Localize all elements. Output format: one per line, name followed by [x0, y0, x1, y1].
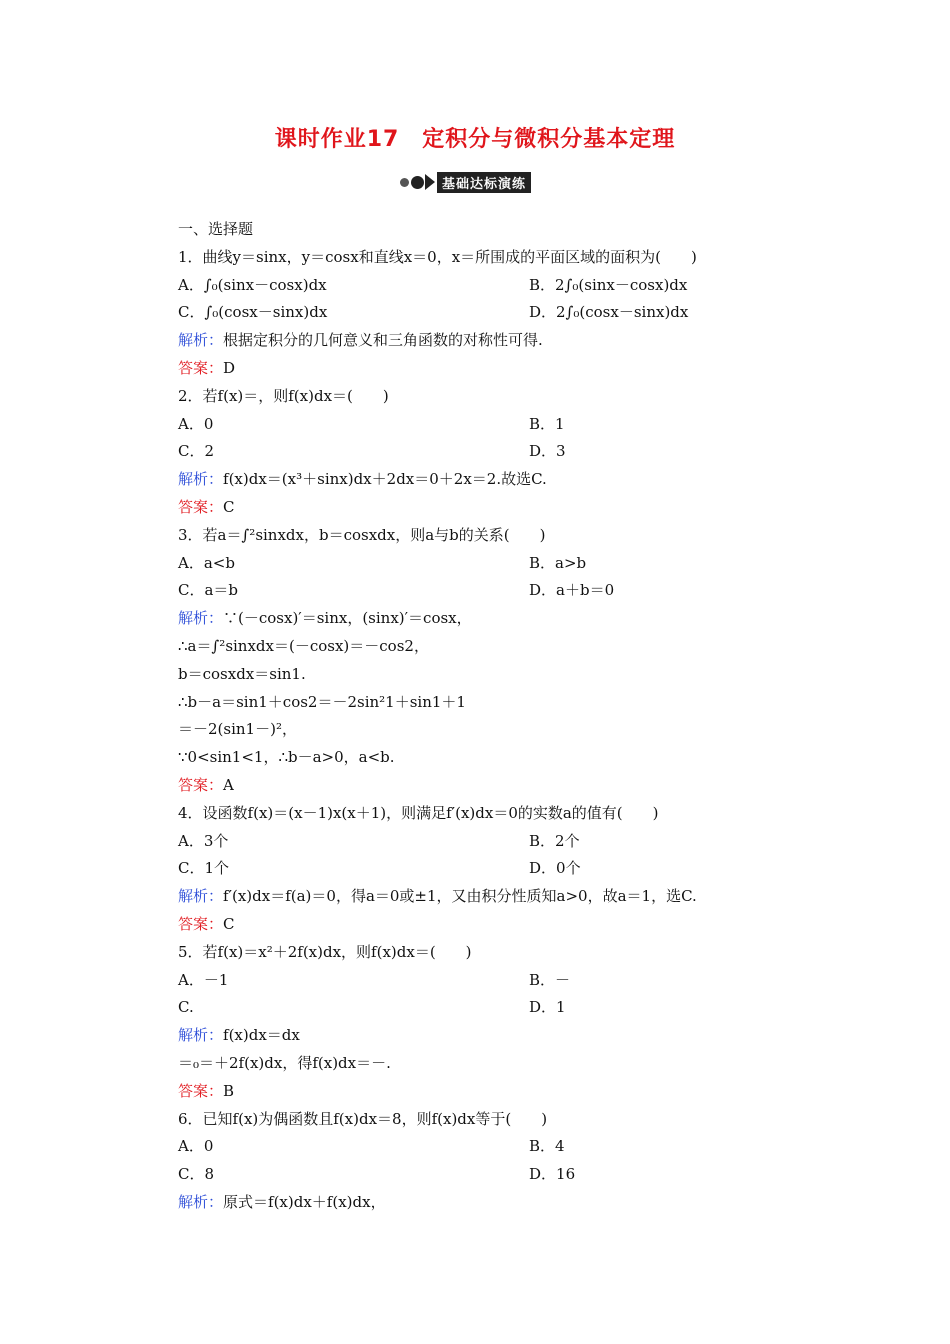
banner-label: 基础达标演练 [437, 172, 531, 193]
answer-line [178, 494, 798, 522]
answer-line [178, 911, 798, 939]
option-a: A．0 [178, 1137, 214, 1156]
option-c: C．a＝b [178, 581, 239, 600]
option-row [178, 550, 798, 578]
analysis-step: b＝cosxdx＝sin1. [178, 664, 306, 683]
option-row [178, 828, 798, 856]
analysis-line [178, 1022, 798, 1050]
option-row [178, 855, 798, 883]
analysis-line [178, 466, 798, 494]
analysis-step: ∴a＝∫²sinxdx＝(－cosx)＝－cos2， [178, 636, 429, 655]
option-row [178, 299, 798, 327]
analysis-text: 原式＝f(x)dx＋f(x)dx， [223, 1192, 386, 1211]
analysis-step: ＝－2(sin1－)²， [178, 720, 297, 739]
question-stem: 3．若a＝∫²sinxdx，b＝cosxdx，则a与b的关系( ) [178, 525, 546, 544]
option-b: B．1 [529, 414, 565, 433]
analysis-label: 解析： [178, 609, 224, 628]
section-heading: 一、选择题 [178, 220, 254, 238]
option-b: B．a>b [529, 553, 587, 572]
analysis-line [178, 605, 798, 633]
analysis-text: f(x)dx＝dx [223, 1026, 300, 1045]
option-c: C. [178, 998, 194, 1017]
option-a: A．a<b [178, 553, 235, 572]
option-b: B．－ [529, 970, 571, 989]
option-a: A．∫₀(sinx－cosx)dx [178, 275, 327, 294]
option-row [178, 438, 798, 466]
answer-label: 答案： [178, 914, 224, 933]
analysis-step: ∴b－a＝sin1＋cos2＝－2sin²1＋sin1＋1 [178, 692, 466, 711]
option-b: B．2个 [529, 831, 580, 850]
question-stem: 4．设函数f(x)＝(x－1)x(x＋1)，则满足f′(x)dx＝0的实数a的值有( ) [178, 803, 659, 822]
question-stem: 5．若f(x)＝x²＋2f(x)dx，则f(x)dx＝( ) [178, 942, 472, 961]
answer-value: C [223, 914, 235, 933]
option-row [178, 1161, 798, 1189]
option-row [178, 577, 798, 605]
analysis-text: 根据定积分的几何意义和三角函数的对称性可得. [223, 331, 543, 350]
arrow-right-icon [425, 174, 435, 190]
option-c: C．∫₀(cosx－sinx)dx [178, 303, 328, 322]
bullet-dot-large-icon [411, 176, 424, 189]
option-c: C．1个 [178, 859, 230, 878]
analysis-text: f′(x)dx＝f(a)＝0，得a＝0或±1，又由积分性质知a>0，故a＝1，选C. [223, 887, 697, 906]
answer-line [178, 355, 798, 383]
answer-value: A [223, 775, 234, 794]
analysis-label: 解析： [178, 1026, 224, 1045]
option-b: B．4 [529, 1137, 565, 1156]
answer-line [178, 772, 798, 800]
option-row [178, 272, 798, 300]
bullet-dot-icon [400, 178, 409, 187]
option-a: A．0 [178, 414, 214, 433]
answer-value: C [223, 497, 235, 516]
analysis-line [178, 327, 798, 355]
answer-line [178, 1078, 798, 1106]
section-banner [400, 172, 531, 192]
answer-value: D [223, 358, 236, 377]
option-d: D．1 [529, 998, 566, 1017]
answer-label: 答案： [178, 358, 224, 377]
analysis-label: 解析： [178, 470, 224, 489]
option-d: D．16 [529, 1165, 576, 1184]
option-a: A．－1 [178, 970, 229, 989]
analysis-line [178, 883, 798, 911]
analysis-text: ∵(－cosx)′＝sinx，(sinx)′＝cosx， [223, 609, 472, 628]
question-stem: 2．若f(x)＝，则f(x)dx＝( ) [178, 386, 389, 405]
answer-label: 答案： [178, 775, 224, 794]
option-d: D．a＋b＝0 [529, 581, 615, 600]
option-b: B．2∫₀(sinx－cosx)dx [529, 275, 688, 294]
analysis-text: f(x)dx＝(x³＋sinx)dx＋2dx＝0＋2x＝2.故选C. [223, 470, 547, 489]
option-row [178, 967, 798, 995]
question-stem: 1．曲线y＝sinx，y＝cosx和直线x＝0，x＝所围成的平面区域的面积为( ) [178, 247, 697, 266]
option-row [178, 1133, 798, 1161]
option-a: A．3个 [178, 831, 229, 850]
answer-label: 答案： [178, 1081, 224, 1100]
analysis-line [178, 1189, 798, 1217]
analysis-label: 解析： [178, 1192, 224, 1211]
question-stem: 6．已知f(x)为偶函数且f(x)dx＝8，则f(x)dx等于( ) [178, 1109, 548, 1128]
option-d: D．3 [529, 442, 566, 461]
option-row [178, 994, 798, 1022]
answer-value: B [223, 1081, 235, 1100]
option-d: D．0个 [529, 859, 581, 878]
analysis-step: ＝₀＝＋2f(x)dx，得f(x)dx＝－. [178, 1053, 391, 1072]
page-title: 课时作业17 定积分与微积分基本定理 [274, 127, 676, 152]
option-d: D．2∫₀(cosx－sinx)dx [529, 303, 689, 322]
analysis-label: 解析： [178, 331, 224, 350]
answer-label: 答案： [178, 497, 224, 516]
option-c: C．2 [178, 442, 215, 461]
question-list [178, 216, 798, 1217]
option-row [178, 411, 798, 439]
analysis-label: 解析： [178, 887, 224, 906]
option-c: C．8 [178, 1165, 215, 1184]
analysis-step: ∵0<sin1<1，∴b－a>0，a<b. [178, 748, 395, 767]
